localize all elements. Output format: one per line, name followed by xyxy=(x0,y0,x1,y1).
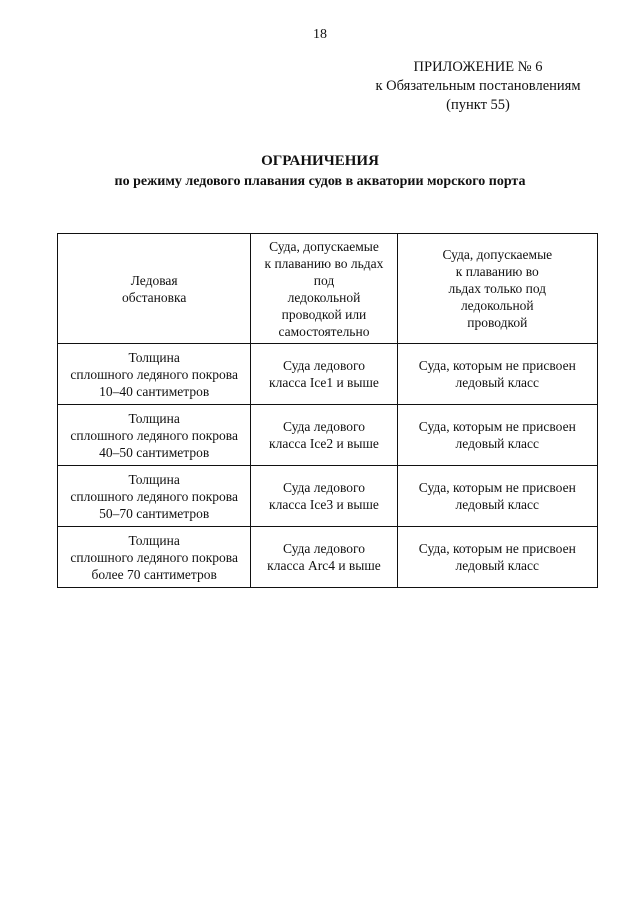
cell-line: Толщина xyxy=(128,410,180,426)
ice-navigation-table xyxy=(57,233,598,588)
cell-line: класса Ice1 и выше xyxy=(269,375,379,390)
cell-ice-thickness xyxy=(58,344,251,405)
table-row xyxy=(58,405,598,466)
table-row xyxy=(58,527,598,588)
cell-ice-thickness xyxy=(58,405,251,466)
cell-line: 40–50 сантиметров xyxy=(99,444,210,460)
header-line: ледокольной xyxy=(287,289,361,305)
cell-line: Суда, которым не присвоен xyxy=(418,480,576,495)
cell-line: ледовый класс xyxy=(455,558,540,573)
appendix-reference xyxy=(348,58,608,115)
header-escort-only-vessels xyxy=(397,234,597,344)
table-row xyxy=(58,344,598,405)
header-allowed-vessels xyxy=(251,234,397,344)
header-line: Суда, допускаемые xyxy=(269,238,379,254)
header-line: Суда, допускаемые xyxy=(442,247,553,262)
cell-line: класса Arc4 и выше xyxy=(267,558,381,573)
cell-escort-only-vessels xyxy=(397,527,597,588)
cell-line: ледовый класс xyxy=(455,436,540,451)
appendix-document: к Обязательным постановлениям xyxy=(375,78,581,94)
cell-line: Суда, которым не присвоен xyxy=(418,358,576,373)
header-ice-conditions xyxy=(58,234,251,344)
cell-line: сплошного ледяного покрова xyxy=(70,549,238,565)
cell-line: класса Ice2 и выше xyxy=(269,436,379,451)
document-title: ОГРАНИЧЕНИЯ xyxy=(261,153,379,169)
cell-allowed-vessels xyxy=(251,527,397,588)
header-line: самостоятельно xyxy=(278,323,370,339)
cell-line: Толщина xyxy=(128,349,180,365)
header-line: ледокольной xyxy=(460,298,534,313)
header-line: проводкой или xyxy=(281,306,367,322)
header-line: льдах только под xyxy=(448,281,547,296)
header-line: к плаванию во xyxy=(455,264,539,279)
appendix-clause: (пункт 55) xyxy=(446,97,510,113)
cell-ice-thickness xyxy=(58,527,251,588)
cell-line: Суда, которым не присвоен xyxy=(418,419,576,434)
cell-line: Суда ледового xyxy=(282,541,365,556)
cell-ice-thickness xyxy=(58,466,251,527)
cell-line: сплошного ледяного покрова xyxy=(70,488,238,504)
header-line: под xyxy=(313,272,335,288)
cell-allowed-vessels xyxy=(251,466,397,527)
cell-line: сплошного ледяного покрова xyxy=(70,366,238,382)
document-subtitle: по режиму ледового плавания судов в акватории морского порта xyxy=(114,174,526,189)
cell-escort-only-vessels xyxy=(397,466,597,527)
cell-escort-only-vessels xyxy=(397,344,597,405)
page-number: 18 xyxy=(313,27,327,42)
header-line: проводкой xyxy=(467,315,528,330)
cell-line: сплошного ледяного покрова xyxy=(70,427,238,443)
header-line: Ледовая xyxy=(130,272,178,288)
cell-line: Толщина xyxy=(128,471,180,487)
cell-line: класса Ice3 и выше xyxy=(269,497,379,512)
cell-line: Суда, которым не присвоен xyxy=(418,541,576,556)
table-header-row xyxy=(58,234,598,344)
appendix-number: ПРИЛОЖЕНИЕ № 6 xyxy=(413,59,543,75)
header-line: обстановка xyxy=(121,289,187,305)
cell-allowed-vessels xyxy=(251,344,397,405)
cell-escort-only-vessels xyxy=(397,405,597,466)
cell-line: Суда ледового xyxy=(282,419,365,434)
table-row xyxy=(58,466,598,527)
cell-line: ледовый класс xyxy=(455,375,540,390)
cell-line: более 70 сантиметров xyxy=(91,566,217,582)
header-line: к плаванию во льдах xyxy=(264,255,384,271)
cell-line: 10–40 сантиметров xyxy=(99,383,210,399)
cell-line: Толщина xyxy=(128,532,180,548)
cell-allowed-vessels xyxy=(251,405,397,466)
cell-line: Суда ледового xyxy=(282,358,365,373)
cell-line: 50–70 сантиметров xyxy=(99,505,210,521)
cell-line: Суда ледового xyxy=(282,480,365,495)
cell-line: ледовый класс xyxy=(455,497,540,512)
